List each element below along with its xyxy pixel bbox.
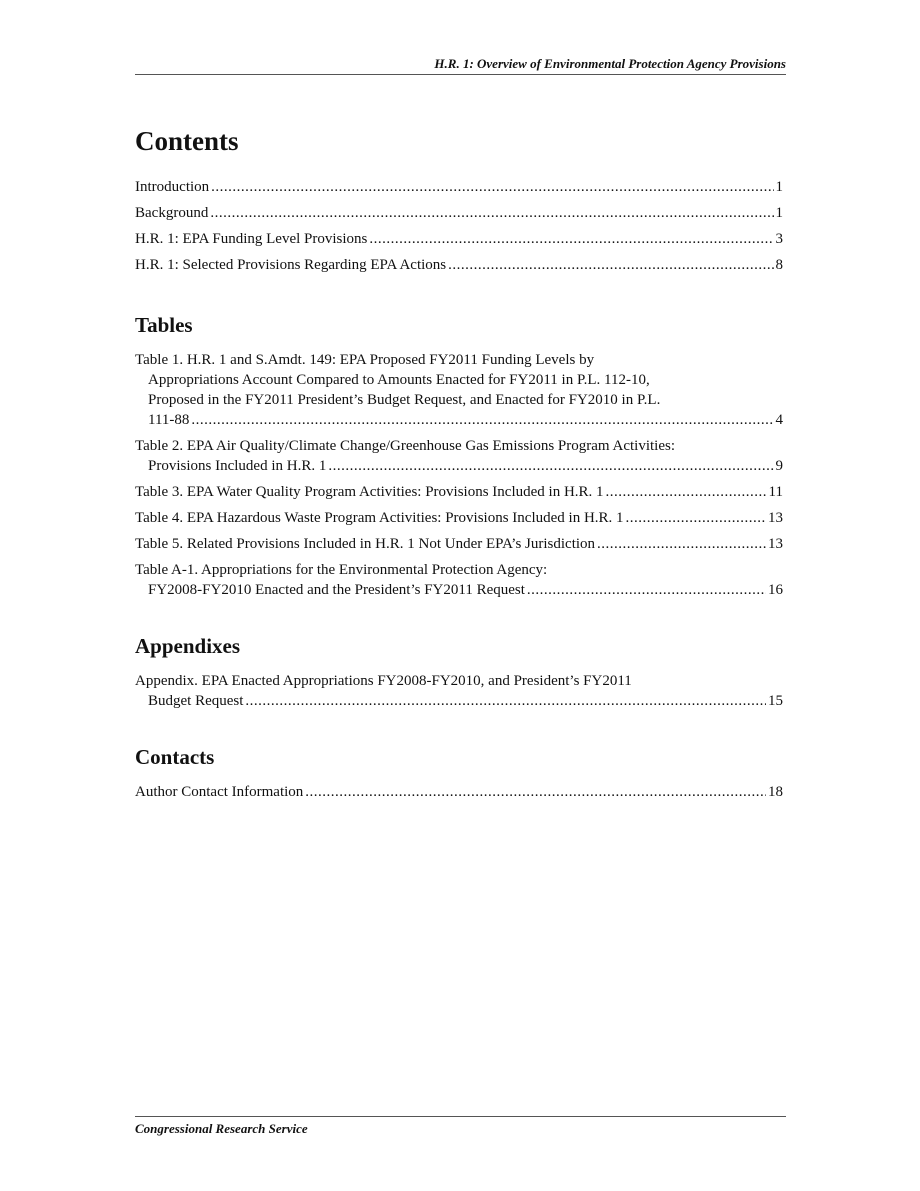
tables-heading: Tables — [135, 313, 193, 337]
toc-entry-background[interactable] — [135, 203, 783, 223]
toc-line: Table 1. H.R. 1 and S.Amdt. 149: EPA Proposed FY2011 Funding Levels by — [135, 352, 595, 368]
toc-page-number: 1 — [775, 179, 783, 195]
dot-leader — [305, 782, 766, 802]
dot-leader — [606, 482, 767, 502]
dot-leader — [211, 177, 773, 197]
toc-line: Appropriations Account Compared to Amounts Enacted for FY2011 in P.L. 112-10, — [148, 372, 650, 388]
dot-leader — [191, 410, 773, 430]
dot-leader — [245, 691, 766, 711]
running-header: H.R. 1: Overview of Environmental Protection Agency Provisions — [135, 56, 786, 75]
toc-line: Appendix. EPA Enacted Appropriations FY2008-FY2010, and President’s FY2011 — [135, 673, 632, 689]
toc-page-number: 13 — [768, 510, 783, 526]
toc-label: Table 5. Related Provisions Included in H.R. 1 Not Under EPA’s Jurisdiction — [135, 536, 596, 552]
toc-entry-funding-provisions[interactable] — [135, 229, 783, 249]
toc-page-number: 4 — [775, 412, 783, 428]
toc-label: H.R. 1: EPA Funding Level Provisions — [135, 231, 368, 247]
toc-label: Table 4. EPA Hazardous Waste Program Activities: Provisions Included in H.R. 1 — [135, 510, 624, 526]
dot-leader — [369, 229, 773, 249]
toc-entry-table-2[interactable] — [135, 436, 783, 476]
toc-page-number: 18 — [768, 784, 783, 800]
toc-label: Budget Request — [148, 693, 244, 709]
dot-leader — [597, 534, 766, 554]
tables-list — [135, 350, 783, 600]
toc-page-number: 8 — [775, 257, 783, 273]
running-footer: Congressional Research Service — [135, 1116, 786, 1137]
toc-label: Background — [135, 205, 209, 221]
toc-entry-table-5[interactable] — [135, 534, 783, 554]
appendixes-list — [135, 671, 783, 711]
toc-entry-author-contact[interactable] — [135, 782, 783, 802]
toc-entry-table-4[interactable] — [135, 508, 783, 528]
toc-page-number: 15 — [768, 693, 783, 709]
contents-heading: Contents — [135, 126, 239, 156]
dot-leader — [328, 456, 773, 476]
contacts-heading: Contacts — [135, 745, 215, 769]
toc-label: H.R. 1: Selected Provisions Regarding EPA Actions — [135, 257, 447, 273]
toc-label: Provisions Included in H.R. 1 — [148, 458, 327, 474]
dot-leader — [210, 203, 773, 223]
toc-label: Author Contact Information — [135, 784, 304, 800]
toc-page-number: 1 — [775, 205, 783, 221]
toc-label: Table 3. EPA Water Quality Program Activities: Provisions Included in H.R. 1 — [135, 484, 604, 500]
dot-leader — [448, 255, 773, 275]
contacts-list — [135, 782, 783, 802]
toc-page-number: 9 — [775, 458, 783, 474]
toc-line: Proposed in the FY2011 President’s Budget Request, and Enacted for FY2010 in P.L. — [148, 392, 661, 408]
toc-label: 111-88 — [148, 412, 190, 428]
toc-entry-table-3[interactable] — [135, 482, 783, 502]
contents-list — [135, 177, 783, 275]
toc-label: Introduction — [135, 179, 210, 195]
toc-line: Table A-1. Appropriations for the Environmental Protection Agency: — [135, 562, 548, 578]
toc-entry-table-1[interactable] — [135, 350, 783, 430]
toc-entry-epa-actions[interactable] — [135, 255, 783, 275]
toc-entry-introduction[interactable] — [135, 177, 783, 197]
toc-entry-appendix[interactable] — [135, 671, 783, 711]
appendixes-heading: Appendixes — [135, 634, 241, 658]
toc-page-number: 3 — [775, 231, 783, 247]
toc-line: Table 2. EPA Air Quality/Climate Change/Greenhouse Gas Emissions Program Activities: — [135, 438, 675, 454]
toc-entry-table-a1[interactable] — [135, 560, 783, 600]
dot-leader — [626, 508, 766, 528]
table-of-contents — [135, 124, 783, 808]
toc-label: FY2008-FY2010 Enacted and the President’s FY2011 Request — [148, 582, 525, 598]
toc-page-number: 11 — [768, 484, 783, 500]
toc-page-number: 13 — [768, 536, 783, 552]
toc-page-number: 16 — [768, 582, 783, 598]
dot-leader — [527, 580, 766, 600]
